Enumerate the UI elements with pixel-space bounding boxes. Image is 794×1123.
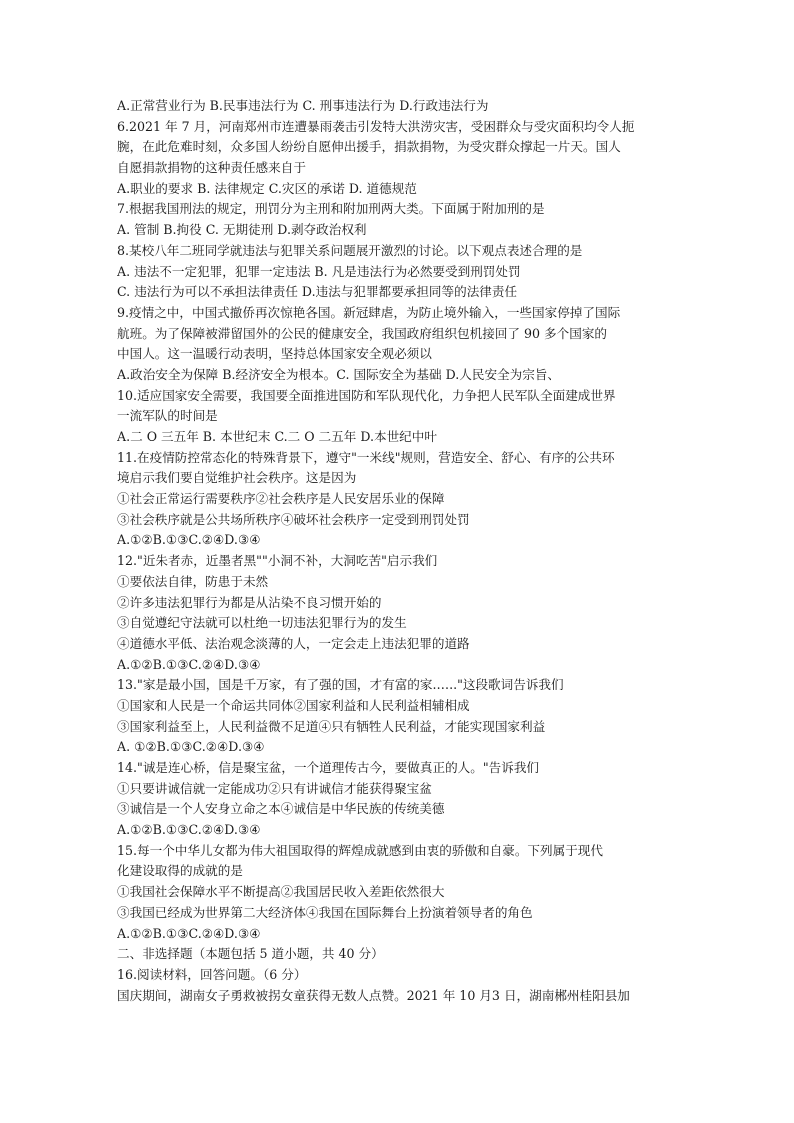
text-line: A.①②B.①③C.②④D.③④ [117,925,261,941]
text-line: ①只要讲诚信就一定能成功②只有讲诚信才能获得聚宝盆 [117,780,432,796]
text-line: A. 管制 B.拘役 C. 无期徒刑 D.剥夺政治权利 [117,222,367,238]
text-line: ③我国已经成为世界第二大经济体④我国在国际舞台上扮演着领导者的角色 [117,904,533,920]
text-line: A. 违法不一定犯罪，犯罪一定违法 B. 凡是违法行为必然要受到刑罚处罚 [117,263,521,279]
text-line: ①要依法自律，防患于未然 [117,573,269,589]
text-line: A. ①②B.①③C.②④D.③④ [117,739,265,755]
text-line: ③诚信是一个人安身立命之本④诚信是中华民族的传统美德 [117,801,445,817]
text-line: A.职业的要求 B. 法律规定 C.灾区的承诺 D. 道德规范 [117,180,417,196]
text-line: A.①②B.①③C.②④D.③④ [117,532,261,548]
text-line: 自愿捐款捐物的这种责任感来自于 [117,160,306,176]
text-line: 12."近朱者赤，近墨者黑""小洞不补，大洞吃苦"启示我们 [117,553,438,569]
text-line: ①我国社会保障水平不断提高②我国居民收入差距依然很大 [117,884,445,900]
text-line: 9.疫情之中，中国式撤侨再次惊艳各国。新冠肆虐，为防止境外输入，一些国家停掉了国际 [117,304,621,320]
text-line: 7.根据我国刑法的规定，刑罚分为主刑和附加刑两大类。下面属于附加刑的是 [117,201,545,217]
text-line: A.二 O 三五年 B. 本世纪末 C.二 O 二五年 D.本世纪中叶 [117,429,437,444]
text-line: 16.阅读材料，回答问题。（6 分） [117,966,307,982]
text-line: 航班。为了保障被滞留国外的公民的健康安全，我国政府组织包机接回了 90 多个国家的 [117,325,608,341]
text-line: A.正常营业行为 B.民事违法行为 C. 刑事违法行为 D.行政违法行为 [117,98,489,113]
text-line: 化建设取得的成就的是 [117,863,243,879]
text-line: 国庆期间，湖南女子勇救被拐女童获得无数人点赞。2021 年 10 月3 日，湖南郴州桂阳县加 [117,987,630,1003]
text-line: 一流军队的时间是 [117,408,218,424]
text-line: 15.每一个中华儿女都为伟大祖国取得的辉煌成就感到由衷的骄傲和自豪。下列属于现代 [117,842,603,858]
text-line: ③国家利益至上，人民利益微不足道④只有牺牲人民利益，才能实现国家利益 [117,718,546,734]
text-line: ②许多违法犯罪行为都是从沾染不良习惯开始的 [117,594,382,610]
text-line: 13."家是最小国，国是千万家，有了强的国，才有富的家.….."这段歌词告诉我们 [117,677,564,693]
text-line: 腕，在此危难时刻，众多国人纷纷自愿伸出援手，捐款捐物，为受灾群众撑起一片天。国人 [117,139,621,155]
exam-page-text [117,96,682,1006]
text-line: 10.适应国家安全需要，我国要全面推进国防和军队现代化，力争把人民军队全面建成世界 [117,387,616,403]
text-line: 二、非选择题（本题包括 5 道小题，共 40 分） [117,946,384,962]
text-line: ①社会正常运行需要秩序②社会秩序是人民安居乐业的保障 [117,491,445,507]
text-line: 境启示我们要自觉维护社会秩序。这是因为 [117,470,357,486]
text-line: C. 违法行为可以不承担法律责任 D.违法与犯罪都要承担同等的法律责任 [117,284,518,300]
text-line: ③自觉遵纪守法就可以杜绝一切违法犯罪行为的发生 [117,615,407,631]
text-line: 11.在疫情防控常态化的特殊背景下，遵守"一米线"规则，营造安全、舒心、有序的公共环 [117,449,615,465]
text-line: A.政治安全为保障 B.经济安全为根本。C. 国际安全为基础 D.人民安全为宗旨、 [117,366,561,382]
text-line: ④道德水平低、法治观念淡薄的人，一定会走上违法犯罪的道路 [117,635,470,651]
text-line: A.①②B.①③C.②④D.③④ [117,822,261,838]
text-line: 6.2021 年 7 月，河南郑州市连遭暴雨袭击引发特大洪涝灾害，受困群众与受灾面积均令人扼 [117,118,635,134]
text-line: ③社会秩序就是公共场所秩序④破坏社会秩序一定受到刑罚处罚 [117,511,470,527]
text-line: 中国人。这一温暖行动表明，坚持总体国家安全观必须以 [117,346,432,362]
text-line: ①国家和人民是一个命运共同体②国家利益和人民利益相辅相成 [117,697,470,713]
text-line: 14."诚是连心桥，信是聚宝盆，一个道理传古今，要做真正的人。"告诉我们 [117,760,540,775]
text-line: A.①②B.①③C.②④D.③④ [117,656,261,672]
text-line: 8.某校八年二班同学就违法与犯罪关系问题展开激烈的讨论。以下观点表述合理的是 [117,242,583,258]
